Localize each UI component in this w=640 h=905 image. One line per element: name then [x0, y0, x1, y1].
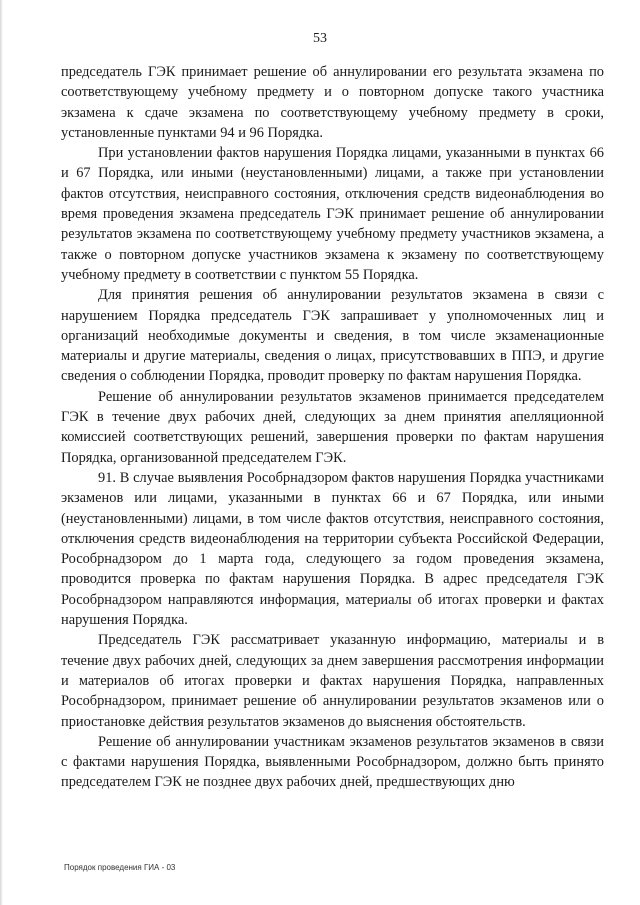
paragraph-video-surveillance: При установлении фактов нарушения Порядка лицами, указанными в пунктах 66 и 67 Порядка, или иными (неустановленными) лицами, а также при установлении фактов отсутствия, неисправного состояния, отключения средств видеонаблюдения во время проведения экзамена председатель ГЭК принимает решение об аннулировании результатов экзамена по соответствующему учебному предмету участников экзамена, а также о повторном допуске участников экзамена к экзамену по соответствующему учебному предмету в соответствии с пунктом 55 Порядка.	[61, 145, 604, 283]
paragraph-continuation: председатель ГЭК принимает решение об аннулировании его результата экзамена по соответствующему учебному предмету и о повторном допуске такого участника экзамена к сдаче экзамена по соответствующему учебному предмету в сроки, установленные пунктами 94 и 96 Порядка.	[61, 64, 604, 141]
paragraph-decision-timing: Решение об аннулировании результатов экзаменов принимается председателем ГЭК в течение двух рабочих дней, следующих за днем принятия апелляционной комиссией соответствующих решений, завершения проверки по фактам нарушения Порядка, организованной председателем ГЭК.	[61, 388, 604, 466]
scan-edge-shadow	[0, 0, 3, 905]
paragraph-item-91: 91. В случае выявления Рособрнадзором фактов нарушения Порядка участниками экзаменов или лицами, указанными в пунктах 66 и 67 Порядка, или иными (неустановленными) лицами, в том числе фактов отсутствия, неисправного состояния, отключения средств видеонаблюдения на территории субъекта Российской Федерации, Рособрнадзором до 1 марта года, следующего за годом проведения экзамена, проводится проверка по фактам нарушения Порядка. В адрес председателя ГЭК Рособрнадзором направляются информация, материалы об итогах проверки и фактах нарушения Порядка.	[61, 469, 604, 629]
page-number: 53	[313, 31, 327, 46]
document-body	[61, 62, 604, 793]
document-footer: Порядок проведения ГИА - 03	[64, 863, 176, 872]
paragraph-chairman-review: Председатель ГЭК рассматривает указанную информацию, материалы и в течение двух рабочих дней, следующих за днем завершения рассмотрения информации и материалов об итогах проверки и фактах нарушения Порядка, направленных Рособрнадзором, принимает решение об аннулировании результатов экзаменов или о приостановке действия результатов экзаменов до выяснения обстоятельств.	[61, 632, 604, 730]
paragraph-annulment-deadline: Решение об аннулировании участникам экзаменов результатов экзаменов в связи с фактами нарушения Порядка, выявленными Рособрнадзором, должно быть принято председателем ГЭК не позднее двух рабочих дней, предшествующих дню	[61, 733, 604, 791]
paragraph-documents-request: Для принятия решения об аннулировании результатов экзамена в связи с нарушением Порядка председатель ГЭК запрашивает у уполномоченных лиц и организаций необходимые документы и сведения, в том числе экзаменационные материалы и другие материалы, сведения о лицах, присутствовавших в ППЭ, и другие сведения о соблюдении Порядка, проводит проверку по фактам нарушения Порядка.	[61, 287, 604, 385]
